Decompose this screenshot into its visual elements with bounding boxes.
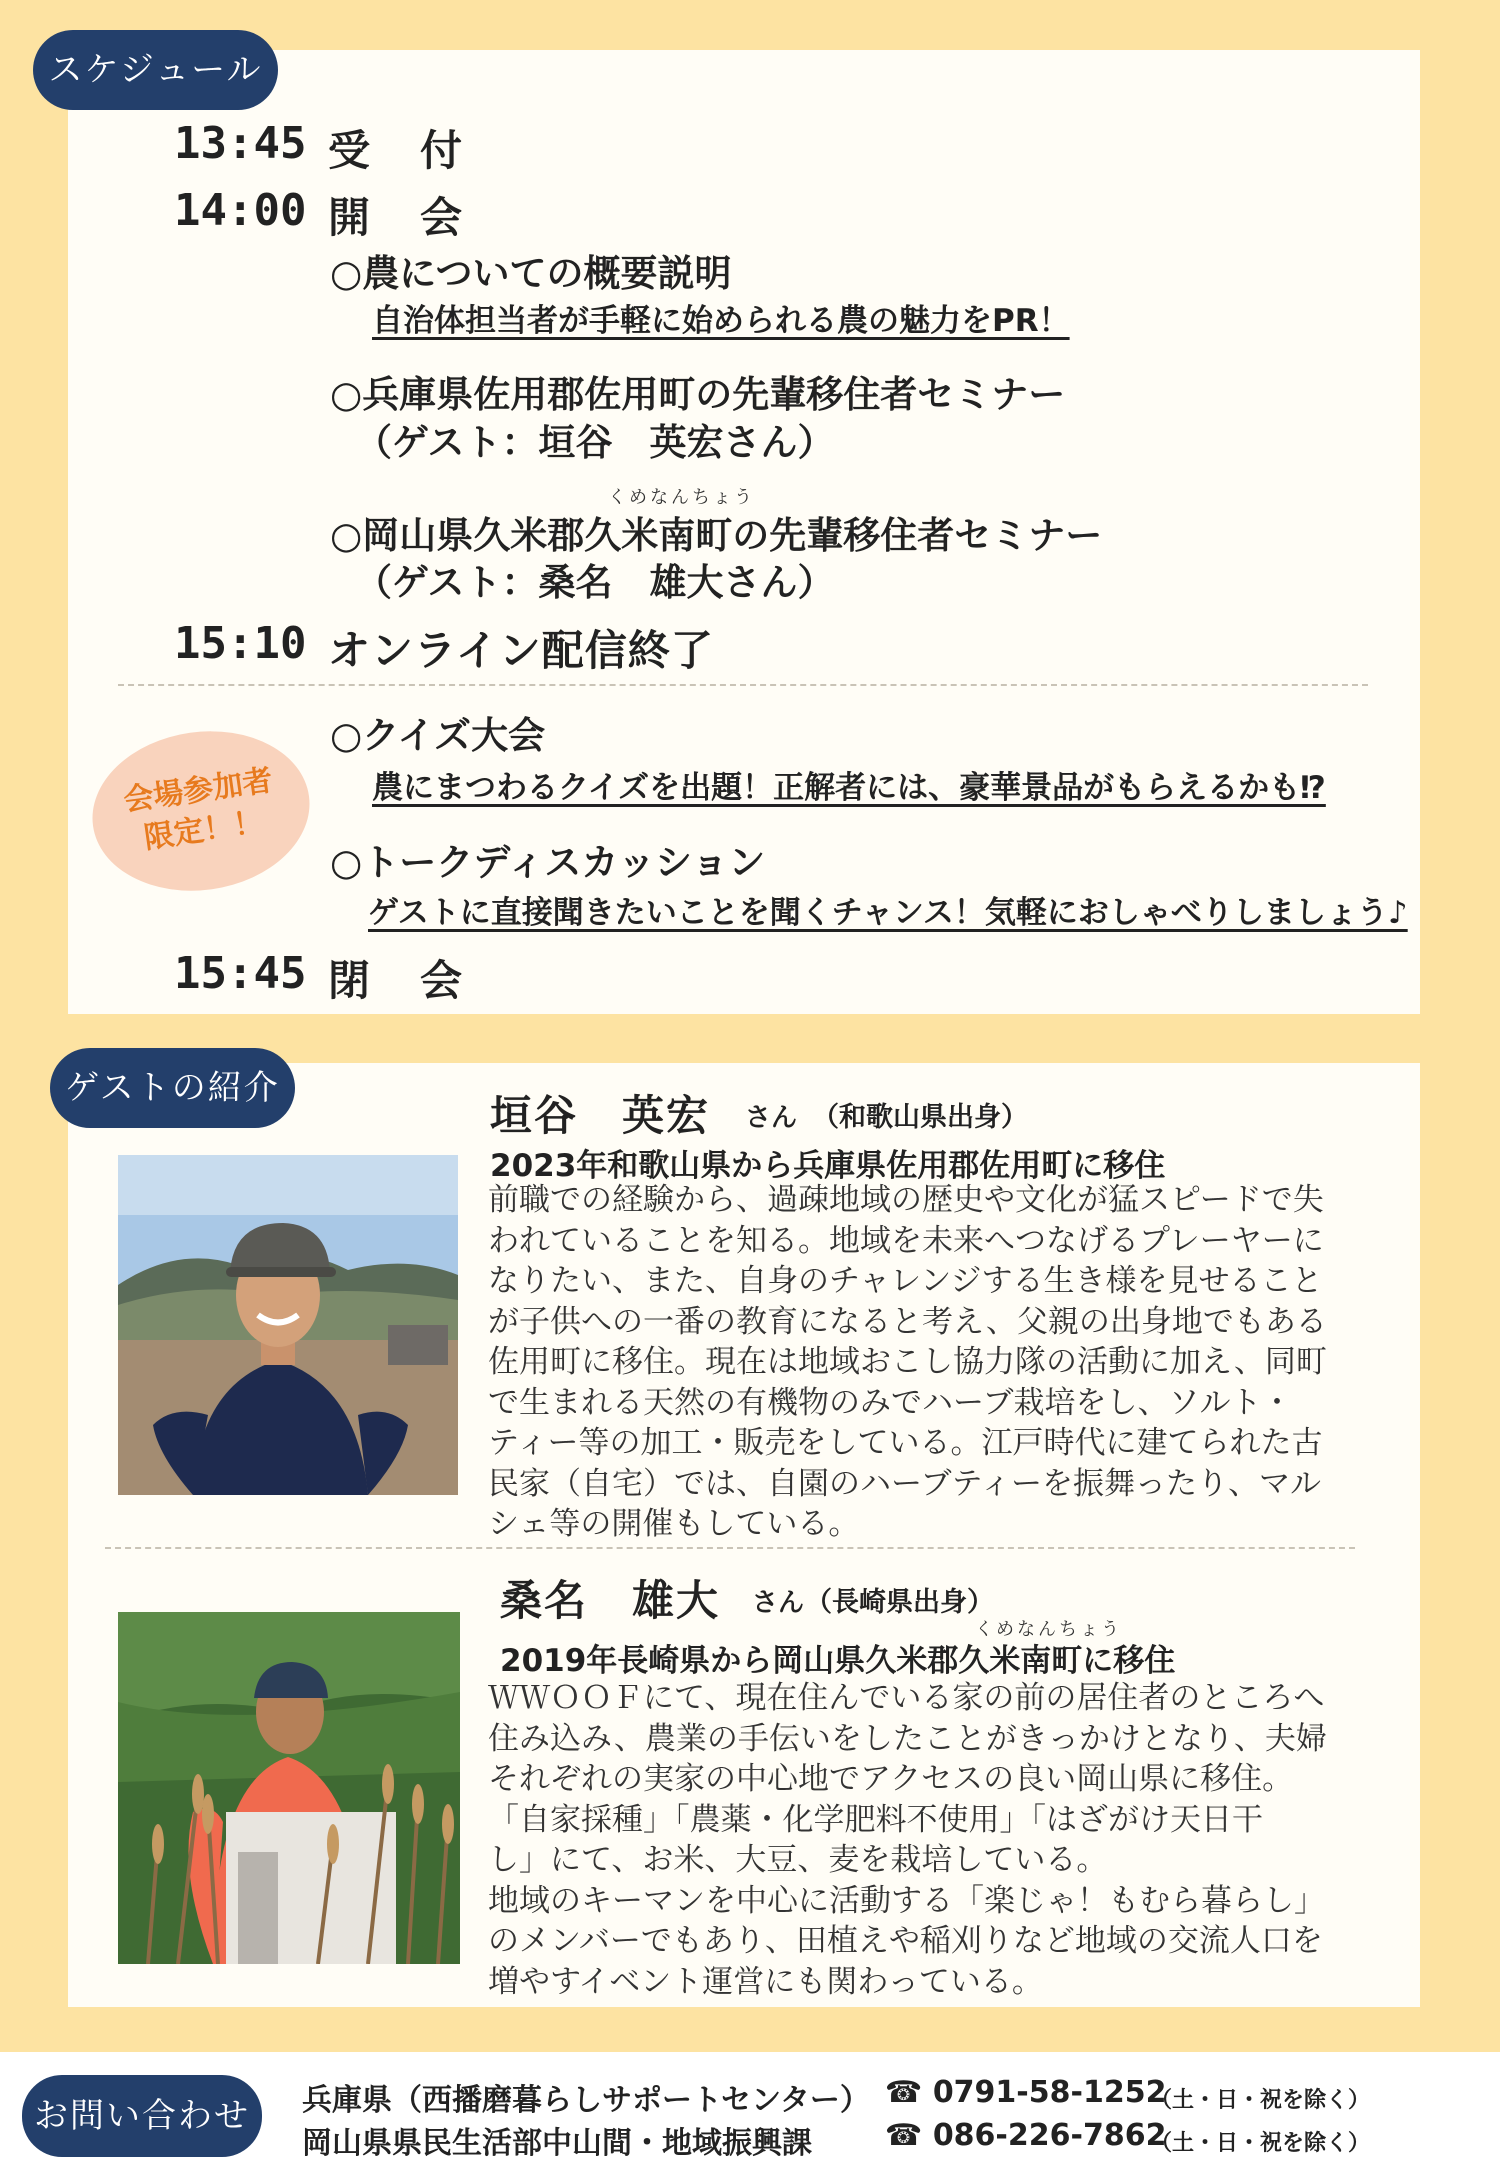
guest2-headline: 2019年長崎県から岡山県久米郡久米南町に移住	[500, 1643, 1176, 1679]
bio-line: 増やすイベント運営にも関わっている。	[488, 1963, 1043, 2000]
contact-tel-okayama[interactable]: ☎ 086-226-7862	[885, 2118, 1167, 2153]
bio-line: 住み込み、農業の手伝いをしたことがきっかけとなり、夫婦	[488, 1720, 1327, 1757]
item-hyogo-seminar-title: ○兵庫県佐用郡佐用町の先輩移住者セミナー	[330, 373, 1066, 416]
guest1-headline: 2023年和歌山県から兵庫県佐用郡佐用町に移住	[490, 1148, 1166, 1184]
guest2-name: 桑名 雄大	[500, 1576, 721, 1625]
schedule-divider	[118, 684, 1368, 686]
time-1400: 14:00	[174, 185, 307, 236]
bio-line: が子供への一番の教育になると考え、父親の出身地でもある	[488, 1303, 1327, 1340]
bio-line: し」にて、お米、大豆、麦を栽培している。	[488, 1842, 1108, 1878]
item-quiz-sub: 農にまつわるクイズを出題！正解者には、豪華景品がもらえるかも⁉	[372, 770, 1326, 806]
bio-line: 「自家採種」「農薬・化学肥料不使用」「はざがけ天日干	[488, 1801, 1263, 1838]
bio-line: なりたい、また、自身のチャレンジする生き様を見せること	[488, 1263, 1323, 1299]
guest1-name: 垣谷 英宏	[490, 1091, 711, 1140]
item-quiz-title: ○クイズ大会	[330, 714, 546, 757]
time-1345: 13:45	[174, 118, 307, 169]
bio-line: 前職での経験から、過疎地域の歴史や文化が猛スピードで失	[488, 1182, 1324, 1218]
bio-line: それぞれの実家の中心地でアクセスの良い岡山県に移住。	[488, 1761, 1294, 1797]
bio-line: ＷＷＯＯＦにて、現在住んでいる家の前の居住者のところへ	[488, 1680, 1325, 1716]
reception-label: 受 付	[328, 126, 467, 175]
kumenan-ruby: くめなんちょう	[608, 487, 755, 508]
guest2-origin: （長崎県出身）	[805, 1587, 994, 1618]
contact-note-hyogo: （土・日・祝を除く）	[1150, 2088, 1371, 2113]
item-talk-sub: ゲストに直接聞きたいことを聞くチャンス！気軽におしゃべりしましょう♪	[368, 895, 1408, 931]
bio-line: ティー等の加工・販売をしている。江戸時代に建てられた古	[488, 1425, 1323, 1461]
contact-org-hyogo: 兵庫県（西播磨暮らしサポートセンター）	[302, 2083, 870, 2118]
schedule-heading: スケジュール	[33, 30, 278, 110]
item-okayama-seminar-title: ○岡山県久米郡久米南町の先輩移住者セミナー	[330, 514, 1103, 557]
bio-line: シェ等の開催もしている。	[488, 1506, 860, 1542]
online-end-label: オンライン配信終了	[328, 626, 714, 675]
contact-tel-hyogo[interactable]: ☎ 0791-58-1252	[885, 2075, 1167, 2110]
bio-line: われていることを知る。地域を未来へつなげるプレーヤーに	[488, 1222, 1324, 1259]
guest2-photo	[118, 1612, 460, 1964]
item-talk-title: ○トークディスカッション	[330, 841, 766, 884]
time-1545: 15:45	[174, 948, 307, 999]
guest-heading: ゲストの紹介	[50, 1048, 295, 1128]
venue-only-line2: 限定！！	[141, 804, 266, 856]
contact-note-okayama: （土・日・祝を除く）	[1150, 2131, 1371, 2156]
closing-label: 閉 会	[328, 956, 467, 1005]
bio-line: のメンバーでもあり、田植えや稲刈りなど地域の交流人口を	[488, 1923, 1323, 1959]
item-overview-sub: 自治体担当者が手軽に始められる農の魅力をPR！	[372, 303, 1070, 339]
guest2-bio	[488, 1678, 1327, 2002]
time-1510: 15:10	[174, 618, 307, 669]
venue-only-line1: 会場参加者	[121, 762, 275, 818]
bio-line: 地域のキーマンを中心に活動する「楽じゃ！もむら暮らし」	[488, 1882, 1325, 1919]
bio-line: 民家（自宅）では、自園のハーブティーを振舞ったり、マル	[488, 1465, 1321, 1502]
contact-org-okayama: 岡山県県民生活部中山間・地域振興課	[302, 2126, 812, 2161]
guest1-bio	[488, 1180, 1327, 1545]
guest2-san: さん	[752, 1588, 805, 1618]
guest1-san: さん	[745, 1103, 798, 1133]
guest2-kumenan-ruby: くめなんちょう	[975, 1619, 1122, 1640]
contact-heading: お問い合わせ	[22, 2075, 262, 2157]
opening-label: 開 会	[328, 193, 467, 242]
guest-divider	[105, 1547, 1355, 1549]
item-overview-title: ○農についての概要説明	[330, 252, 732, 295]
bio-line: 佐用町に移住。現在は地域おこし協力隊の活動に加え、同町	[488, 1344, 1327, 1380]
bio-line: で生まれる天然の有機物のみでハーブ栽培をし、ソルト・	[488, 1384, 1293, 1421]
guest1-photo	[118, 1155, 458, 1495]
item-okayama-seminar-guest: （ゲスト：桑名 雄大さん）	[355, 561, 835, 604]
item-hyogo-seminar-guest: （ゲスト：垣谷 英宏さん）	[355, 421, 835, 464]
guest1-origin: （和歌山県出身）	[812, 1102, 1028, 1133]
